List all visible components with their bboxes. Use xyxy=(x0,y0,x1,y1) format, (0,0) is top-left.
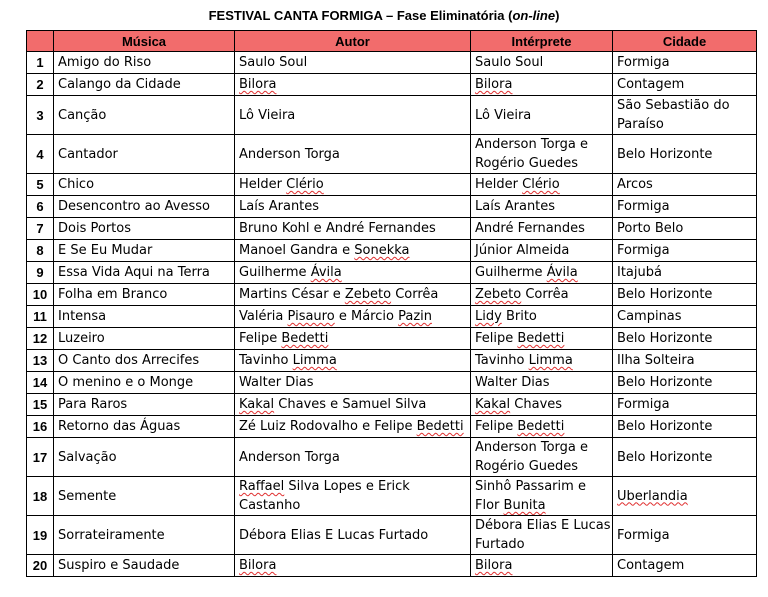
document-title xyxy=(0,8,768,23)
row-number: 2 xyxy=(27,74,54,96)
cell-cidade: Formiga xyxy=(613,394,757,416)
cell-interprete: Laís Arantes xyxy=(471,196,613,218)
row-number: 19 xyxy=(27,516,54,555)
cell-cidade: Contagem xyxy=(613,74,757,96)
table-row xyxy=(27,284,757,306)
table-row xyxy=(27,262,757,284)
cell-interprete: Zebeto Corrêa xyxy=(471,284,613,306)
table-row xyxy=(27,350,757,372)
cell-cidade: Formiga xyxy=(613,240,757,262)
table-row xyxy=(27,52,757,74)
cell-musica: O Canto dos Arrecifes xyxy=(54,350,235,372)
festival-table xyxy=(26,30,757,577)
row-number: 17 xyxy=(27,438,54,477)
row-number: 18 xyxy=(27,477,54,516)
cell-cidade: Campinas xyxy=(613,306,757,328)
table-row xyxy=(27,477,757,516)
cell-autor: Saulo Soul xyxy=(235,52,471,74)
table-row xyxy=(27,240,757,262)
cell-interprete: Lô Vieira xyxy=(471,96,613,135)
cell-musica: Para Raros xyxy=(54,394,235,416)
cell-interprete: Guilherme Ávila xyxy=(471,262,613,284)
cell-interprete: Felipe Bedetti xyxy=(471,416,613,438)
cell-musica: Folha em Branco xyxy=(54,284,235,306)
cell-autor: Laís Arantes xyxy=(235,196,471,218)
cell-musica: Intensa xyxy=(54,306,235,328)
header-cidade: Cidade xyxy=(613,31,757,52)
row-number: 3 xyxy=(27,96,54,135)
cell-interprete: Helder Clério xyxy=(471,174,613,196)
cell-autor: Bilora xyxy=(235,555,471,577)
cell-interprete: André Fernandes xyxy=(471,218,613,240)
row-number: 8 xyxy=(27,240,54,262)
table-row xyxy=(27,516,757,555)
cell-cidade: Itajubá xyxy=(613,262,757,284)
table-row xyxy=(27,96,757,135)
cell-cidade: Porto Belo xyxy=(613,218,757,240)
cell-autor: Martins César e Zebeto Corrêa xyxy=(235,284,471,306)
cell-cidade: Belo Horizonte xyxy=(613,284,757,306)
cell-interprete: Débora Elias E Lucas Furtado xyxy=(471,516,613,555)
cell-musica: Salvação xyxy=(54,438,235,477)
table-row xyxy=(27,174,757,196)
row-number: 16 xyxy=(27,416,54,438)
title-end: ) xyxy=(555,8,560,23)
cell-musica: Sorrateiramente xyxy=(54,516,235,555)
cell-cidade: Belo Horizonte xyxy=(613,135,757,174)
row-number: 10 xyxy=(27,284,54,306)
row-number: 14 xyxy=(27,372,54,394)
cell-cidade: Belo Horizonte xyxy=(613,438,757,477)
table-row xyxy=(27,328,757,350)
cell-autor: Lô Vieira xyxy=(235,96,471,135)
row-number: 5 xyxy=(27,174,54,196)
cell-musica: O menino e o Monge xyxy=(54,372,235,394)
header-musica: Música xyxy=(54,31,235,52)
table-row xyxy=(27,74,757,96)
cell-musica: E Se Eu Mudar xyxy=(54,240,235,262)
cell-autor: Guilherme Ávila xyxy=(235,262,471,284)
cell-cidade: Formiga xyxy=(613,52,757,74)
header-autor: Autor xyxy=(235,31,471,52)
cell-cidade: Belo Horizonte xyxy=(613,328,757,350)
row-number: 13 xyxy=(27,350,54,372)
table-row xyxy=(27,372,757,394)
cell-interprete: Lidy Brito xyxy=(471,306,613,328)
table-row xyxy=(27,196,757,218)
table-row xyxy=(27,218,757,240)
cell-cidade: Formiga xyxy=(613,516,757,555)
table-row xyxy=(27,394,757,416)
table-body xyxy=(27,52,757,577)
cell-musica: Canção xyxy=(54,96,235,135)
cell-cidade: Uberlandia xyxy=(613,477,757,516)
cell-musica: Suspiro e Saudade xyxy=(54,555,235,577)
header-number xyxy=(27,31,54,52)
cell-cidade: Contagem xyxy=(613,555,757,577)
cell-autor: Raffael Silva Lopes e Erick Castanho xyxy=(235,477,471,516)
cell-cidade: Belo Horizonte xyxy=(613,416,757,438)
cell-cidade: Belo Horizonte xyxy=(613,372,757,394)
cell-autor: Felipe Bedetti xyxy=(235,328,471,350)
cell-interprete: Sinhô Passarim e Flor Bunita xyxy=(471,477,613,516)
cell-autor: Bilora xyxy=(235,74,471,96)
cell-musica: Luzeiro xyxy=(54,328,235,350)
cell-interprete: Felipe Bedetti xyxy=(471,328,613,350)
cell-interprete: Anderson Torga e Rogério Guedes xyxy=(471,135,613,174)
cell-musica: Calango da Cidade xyxy=(54,74,235,96)
cell-musica: Desencontro ao Avesso xyxy=(54,196,235,218)
cell-interprete: Bilora xyxy=(471,555,613,577)
cell-musica: Chico xyxy=(54,174,235,196)
cell-autor: Helder Clério xyxy=(235,174,471,196)
cell-musica: Amigo do Riso xyxy=(54,52,235,74)
table-row xyxy=(27,416,757,438)
cell-interprete: Anderson Torga e Rogério Guedes xyxy=(471,438,613,477)
cell-interprete: Tavinho Limma xyxy=(471,350,613,372)
row-number: 11 xyxy=(27,306,54,328)
cell-interprete: Bilora xyxy=(471,74,613,96)
cell-autor: Zé Luiz Rodovalho e Felipe Bedetti xyxy=(235,416,471,438)
cell-interprete: Walter Dias xyxy=(471,372,613,394)
table-row xyxy=(27,555,757,577)
cell-cidade: São Sebastião do Paraíso xyxy=(613,96,757,135)
cell-autor: Manoel Gandra e Sonekka xyxy=(235,240,471,262)
cell-autor: Anderson Torga xyxy=(235,135,471,174)
cell-autor: Tavinho Limma xyxy=(235,350,471,372)
cell-cidade: Ilha Solteira xyxy=(613,350,757,372)
row-number: 4 xyxy=(27,135,54,174)
cell-musica: Retorno das Águas xyxy=(54,416,235,438)
row-number: 7 xyxy=(27,218,54,240)
table-row xyxy=(27,306,757,328)
cell-autor: Débora Elias E Lucas Furtado xyxy=(235,516,471,555)
row-number: 1 xyxy=(27,52,54,74)
cell-autor: Valéria Pisauro e Márcio Pazin xyxy=(235,306,471,328)
cell-autor: Anderson Torga xyxy=(235,438,471,477)
cell-interprete: Kakal Chaves xyxy=(471,394,613,416)
title-main: FESTIVAL CANTA FORMIGA – Fase Eliminatória ( xyxy=(208,8,513,23)
cell-cidade: Formiga xyxy=(613,196,757,218)
cell-interprete: Saulo Soul xyxy=(471,52,613,74)
cell-interprete: Júnior Almeida xyxy=(471,240,613,262)
row-number: 6 xyxy=(27,196,54,218)
row-number: 20 xyxy=(27,555,54,577)
table-header-row xyxy=(27,31,757,52)
cell-musica: Semente xyxy=(54,477,235,516)
table-row xyxy=(27,135,757,174)
title-italic: on-line xyxy=(512,8,556,23)
cell-musica: Essa Vida Aqui na Terra xyxy=(54,262,235,284)
table-row xyxy=(27,438,757,477)
row-number: 9 xyxy=(27,262,54,284)
cell-autor: Bruno Kohl e André Fernandes xyxy=(235,218,471,240)
header-interprete: Intérprete xyxy=(471,31,613,52)
row-number: 15 xyxy=(27,394,54,416)
cell-musica: Cantador xyxy=(54,135,235,174)
cell-musica: Dois Portos xyxy=(54,218,235,240)
cell-cidade: Arcos xyxy=(613,174,757,196)
row-number: 12 xyxy=(27,328,54,350)
cell-autor: Walter Dias xyxy=(235,372,471,394)
cell-autor: Kakal Chaves e Samuel Silva xyxy=(235,394,471,416)
